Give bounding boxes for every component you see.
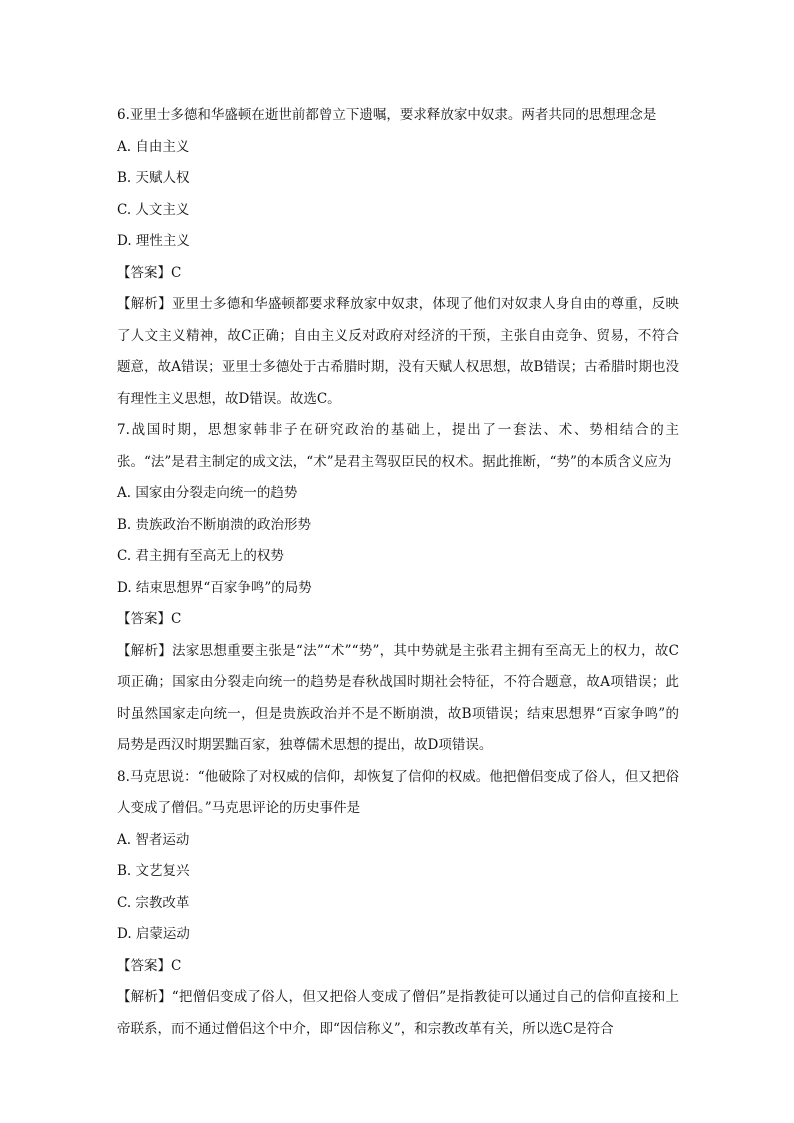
option-a: A. 智者运动 xyxy=(117,831,190,848)
option-c: C. 君主拥有至高无上的权势 xyxy=(117,548,284,564)
question-stem: 8.马克思说：“他破除了对权威的信仰，却恢复了信仰的权威。他把僧侣变成了俗人，但又把俗人变成了僧侣。”马克思评论的历史事件是 xyxy=(117,768,679,816)
option-c: C. 宗教改革 xyxy=(117,894,190,911)
option-b: B. 天赋人权 xyxy=(117,170,190,186)
question-8 xyxy=(117,762,679,1046)
question-6 xyxy=(117,100,679,415)
document-page xyxy=(117,100,679,1045)
analysis-paragraph: 【解析】法家思想重要主张是“法”“术”“势”，其中势就是主张君主拥有至高无上的权力，故C项正确；国家由分裂走向统一的趋势是春秋战国时期社会特征，不符合题意，故A项错误；此时虽然国家走向统一，但是贵族政治并不是不断崩溃，故B项错误；结束思想界“百家争鸣”的局势是西汉时期罢黜百家，独尊儒术思想的提出，故D项错误。 xyxy=(117,642,679,753)
option-d: D. 理性主义 xyxy=(117,233,190,249)
analysis-paragraph: 【解析】“把僧侣变成了俗人，但又把俗人变成了僧侣”是指教徒可以通过自己的信仰直接和上帝联系，而不通过僧侣这个中介，即“因信称义”，和宗教改革有关，所以选C是符合 xyxy=(117,989,679,1037)
option-b: B. 文艺复兴 xyxy=(117,863,190,879)
option-b: B. 贵族政治不断崩溃的政治形势 xyxy=(117,516,312,533)
option-d: D. 启蒙运动 xyxy=(117,926,190,942)
answer-line: 【答案】C xyxy=(117,611,182,627)
question-stem: 6.亚里士多德和华盛顿在逝世前都曾立下遗嘱，要求释放家中奴隶。两者共同的思想理念是 xyxy=(117,107,657,123)
answer-line: 【答案】C xyxy=(117,957,182,974)
analysis-paragraph: 【解析】亚里士多德和华盛顿都要求释放家中奴隶，体现了他们对奴隶人身自由的尊重，反映了人文主义精神，故C正确；自由主义反对政府对经济的干预，主张自由竞争、贸易，不符合题意，故A错误；亚里士多德处于古希腊时期，没有天赋人权思想，故B错误；古希腊时期也没有理性主义思想，故D错误。故选C。 xyxy=(117,296,679,407)
option-d: D. 结束思想界“百家争鸣”的局势 xyxy=(117,579,312,596)
answer-line: 【答案】C xyxy=(117,264,182,281)
question-stem: 7.战国时期，思想家韩非子在研究政治的基础上，提出了一套法、术、势相结合的主张。“法”是君主制定的成文法，“术”是君主驾驭臣民的权术。据此推断，“势”的本质含义应为 xyxy=(117,422,679,470)
option-a: A. 国家由分裂走向统一的趋势 xyxy=(117,485,298,501)
option-c: C. 人文主义 xyxy=(117,201,190,218)
option-a: A. 自由主义 xyxy=(117,138,190,155)
question-7 xyxy=(117,415,679,762)
